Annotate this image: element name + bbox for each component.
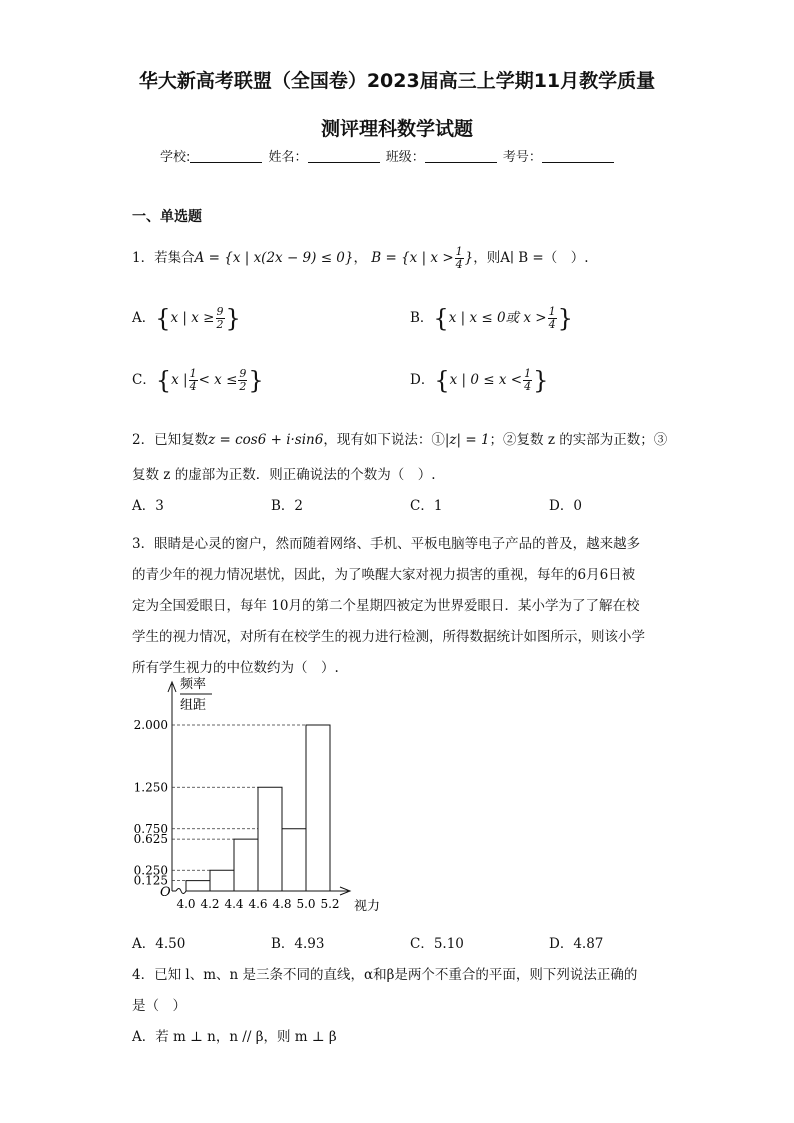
frac-num: 1 xyxy=(524,367,532,380)
q2-option-c[interactable]: C．1 xyxy=(410,498,443,514)
x-axis-label: 视力 xyxy=(354,899,381,914)
q3-option-b[interactable]: B．4.93 xyxy=(271,936,325,952)
histogram-layer xyxy=(134,676,380,914)
class-blank xyxy=(425,149,497,163)
exam-title-line2: 测评理科数学试题 xyxy=(320,118,473,140)
q1-setB xyxy=(371,245,474,271)
q1-sep: ， xyxy=(353,250,367,266)
q1-suffix: ，则A∣ B =（ ）. xyxy=(473,250,589,266)
q2-text-b: ，现有如下说法： xyxy=(323,432,432,448)
origin-label: O xyxy=(160,885,171,900)
question-3-line5: 所有学生视力的中位数约为（ ）. xyxy=(132,660,339,676)
option-expr: x | x ≥ xyxy=(170,310,215,326)
q1-setB-rhs: } xyxy=(464,250,474,266)
x-tick-label: 4.4 xyxy=(224,897,244,911)
y-tick-label: 0.125 xyxy=(133,873,168,888)
frac-num: 9 xyxy=(239,367,247,380)
q2-expr: z = cos6 + i·sin6 xyxy=(208,432,324,448)
frac-den: 4 xyxy=(189,380,197,393)
frac-den: 4 xyxy=(548,318,556,331)
circled-2: ② xyxy=(503,432,517,448)
frac-den: 2 xyxy=(239,380,247,393)
school-blank xyxy=(190,149,262,163)
q2-text-a: 2．已知复数 xyxy=(132,432,209,448)
x-axis-break xyxy=(176,889,186,894)
q2-option-a[interactable]: A．3 xyxy=(132,498,164,514)
number-blank xyxy=(542,149,614,163)
question-3-line1: 3．眼睛是心灵的窗户，然而随着网络、手机、平板电脑等电子产品的普及，越来越多 xyxy=(132,536,641,552)
x-tick-label: 4.6 xyxy=(248,897,268,911)
option-frac xyxy=(189,368,198,393)
y-tick-label: 1.250 xyxy=(133,780,168,795)
right-brace: } xyxy=(225,304,241,333)
histogram-bar xyxy=(186,881,210,891)
question-2-line2: 复数 z 的虚部为正数．则正确说法的个数为（ ）. xyxy=(132,467,436,483)
q1-setB-frac xyxy=(455,246,464,271)
y-label-denominator: 组距 xyxy=(180,698,207,713)
class-label: 班级： xyxy=(385,150,425,165)
q1-option-d[interactable] xyxy=(410,368,548,393)
vision-histogram xyxy=(120,670,400,925)
y-label-numerator: 频率 xyxy=(180,677,207,692)
q2-statement-2: 复数 z 的实部为正数； xyxy=(516,432,654,448)
q4-option-a[interactable]: A．若 m ⊥ n，n // β，则 m ⊥ β xyxy=(132,1029,337,1045)
left-brace: { xyxy=(155,366,172,395)
q3-option-c[interactable]: C．5.10 xyxy=(410,936,464,952)
circled-1: ① xyxy=(431,432,445,448)
histogram-bar xyxy=(210,870,234,891)
q3-option-d[interactable]: D．4.87 xyxy=(549,936,604,952)
q2-option-d[interactable]: D．0 xyxy=(549,498,582,514)
left-brace: { xyxy=(155,304,171,333)
y-tick-label: 2.000 xyxy=(133,718,168,732)
q2-statement-1: |z| = 1 xyxy=(444,432,490,448)
question-2-line1 xyxy=(132,428,667,448)
option-frac xyxy=(548,306,557,331)
y-tick-label: 0.250 xyxy=(133,863,168,878)
right-brace: } xyxy=(557,304,573,333)
question-4-line1: 4．已知 l、m、n 是三条不同的直线，α和β是两个不重合的平面，则下列说法正确的 xyxy=(132,967,638,983)
option-expr-mid: < x ≤ xyxy=(198,372,238,388)
histogram-bar xyxy=(282,829,306,891)
question-4-line2: 是（ ） xyxy=(132,998,186,1014)
frac-den: 4 xyxy=(524,380,532,393)
frac-den: 2 xyxy=(216,318,224,331)
frac-num: 1 xyxy=(189,367,197,380)
q2-text-c: ； xyxy=(489,432,504,448)
school-label: 学校: xyxy=(160,150,191,165)
right-brace: } xyxy=(533,366,549,395)
option-label: A． xyxy=(132,310,156,326)
question-3-line3: 定为全国爱眼日，每年 10月的第二个星期四被定为世界爱眼日．某小学为了了解在校 xyxy=(132,598,640,614)
frac-num: 1 xyxy=(548,305,556,318)
option-expr: x | x ≤ 0或 x > xyxy=(448,310,547,326)
q1-option-c[interactable] xyxy=(132,368,264,393)
x-tick-label: 4.8 xyxy=(272,897,292,911)
name-blank xyxy=(308,149,380,163)
name-label: 姓名： xyxy=(268,150,308,165)
question-1-stem xyxy=(132,246,589,271)
histogram-bar xyxy=(258,787,282,891)
x-tick-label: 5.0 xyxy=(296,897,316,911)
q1-setA: A = {x | x(2x − 9) ≤ 0} xyxy=(194,250,354,266)
exam-title-line1: 华大新高考联盟（全国卷）2023届高三上学期11月教学质量 xyxy=(138,70,656,92)
number-label: 考号： xyxy=(502,150,542,165)
q1-setB-lhs: B = {x | x > xyxy=(371,250,454,266)
option-frac xyxy=(216,306,225,331)
x-tick-label: 4.0 xyxy=(176,897,196,911)
right-brace: } xyxy=(248,366,264,395)
student-info-line xyxy=(160,146,616,165)
x-tick-label: 5.2 xyxy=(320,897,340,911)
histogram-bar xyxy=(234,839,258,891)
option-frac xyxy=(523,368,532,393)
q1-option-a[interactable] xyxy=(132,306,241,331)
option-label: C． xyxy=(132,372,156,388)
frac-den: 4 xyxy=(455,258,463,271)
option-label: B． xyxy=(410,310,434,326)
frac-num: 9 xyxy=(216,305,224,318)
circled-3: ③ xyxy=(653,432,668,448)
option-frac-2 xyxy=(238,368,247,393)
histogram-bar xyxy=(306,725,330,891)
x-tick-label: 4.2 xyxy=(200,897,220,911)
q2-option-b[interactable]: B．2 xyxy=(271,498,304,514)
option-label: D． xyxy=(410,372,435,388)
q1-option-b[interactable] xyxy=(410,306,573,331)
section-heading: 一、单选题 xyxy=(132,209,202,225)
frac-num: 1 xyxy=(455,245,463,258)
option-expr: x | 0 ≤ x < xyxy=(449,372,523,388)
left-brace: { xyxy=(434,366,450,395)
option-expr: x | xyxy=(171,372,188,388)
left-brace: { xyxy=(433,304,449,333)
question-3-line2: 的青少年的视力情况堪忧，因此，为了唤醒大家对视力损害的重视，每年的6月6日被 xyxy=(132,567,636,583)
y-tick-label: 0.625 xyxy=(133,832,168,847)
y-tick-label: 0.750 xyxy=(133,821,168,836)
q1-prefix: 1．若集合 xyxy=(132,250,195,266)
q3-option-a[interactable]: A．4.50 xyxy=(132,936,186,952)
question-3-line4: 学生的视力情况，对所有在校学生的视力进行检测，所得数据统计如图所示，则该小学 xyxy=(132,629,645,645)
